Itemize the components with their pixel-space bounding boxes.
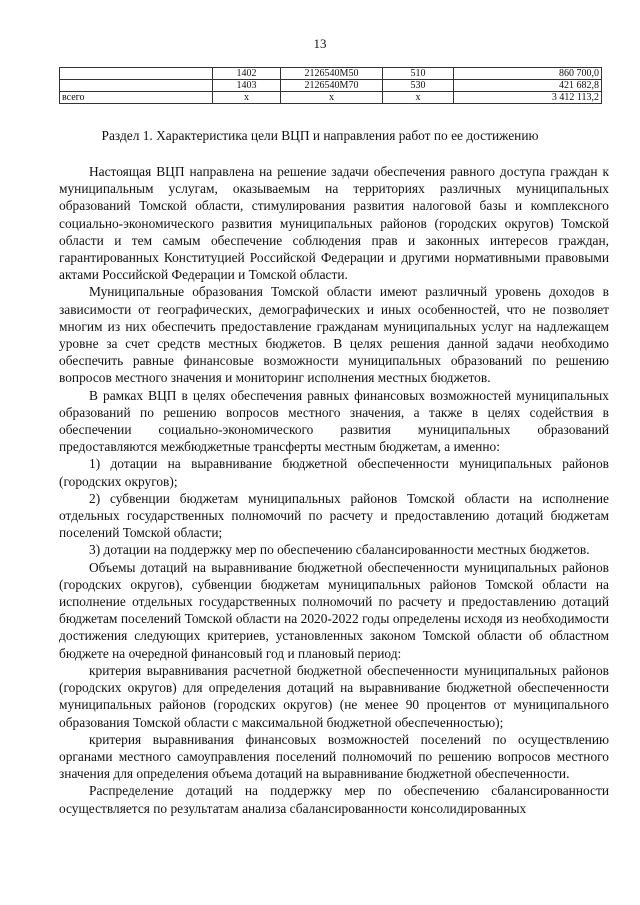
paragraph: Объемы дотаций на выравнивание бюджетной обеспеченности муниципальных районов (городских округов), субвенции бюджетам муниципальных районов Томской области на исполнение отдельных государственных полномочий по расчету и предоставлению дотаций бюджетам поселений Томской области на 2020-2022 годы определены исходя из необходимости достижения следующих критериев, установленных законом Томской области об областном бюджете на очередной финансовый год и плановый период: <box>59 559 609 661</box>
table-cell: 510 <box>383 68 454 80</box>
list-item: 3) дотации на поддержку мер по обеспечению сбалансированности местных бюджетов. <box>89 542 590 558</box>
table-cell: 1403 <box>213 80 281 92</box>
table-cell: 1402 <box>213 68 281 80</box>
table-cell: всего <box>60 92 213 104</box>
table-cell: х <box>213 92 281 104</box>
table-cell: 530 <box>383 80 454 92</box>
table-row <box>60 80 602 92</box>
table-cell <box>60 80 213 92</box>
document-body <box>59 163 609 817</box>
table-cell: 2126540М50 <box>281 68 383 80</box>
section-title: Раздел 1. Характеристика цели ВЦП и направления работ по ее достижению <box>101 128 539 143</box>
paragraph: Распределение дотаций на поддержку мер по обеспечению сбалансированности осуществляется по результатам анализа сбалансированности консолидированных <box>59 783 609 816</box>
table-cell: 860 700,0 <box>454 68 602 80</box>
table-cell: х <box>383 92 454 104</box>
paragraph: В рамках ВЦП в целях обеспечения равных финансовых возможностей муниципальных образований по решению вопросов местного значения, а также в целях содействия в обеспечении социально-экономического развития муниципальных образований предоставляются межбюджетные трансферты местным бюджетам, а именно: <box>59 387 609 455</box>
budget-table <box>59 67 602 104</box>
table-cell: 421 682,8 <box>454 80 602 92</box>
page-number: 13 <box>313 36 327 51</box>
table-cell: 2126540М70 <box>281 80 383 92</box>
list-item: 2) субвенции бюджетам муниципальных районов Томской области на исполнение отдельных государственных полномочий по расчету и предоставлению дотаций бюджетам поселений Томской области; <box>59 490 609 541</box>
table-cell: 3 412 113,2 <box>454 92 602 104</box>
table-cell: х <box>281 92 383 104</box>
table-cell <box>60 68 213 80</box>
table-row <box>60 68 602 80</box>
paragraph: критерия выравнивания финансовых возможностей поселений по осуществлению органами местного самоуправления поселений полномочий по решению вопросов местного значения для определения объема дотаций на выравнивание бюджетной обеспеченности. <box>59 731 609 782</box>
paragraph: критерия выравнивания расчетной бюджетной обеспеченности муниципальных районов (городских округов) для определения дотаций на выравнивание бюджетной обеспеченности муниципальных районов (городских округов) (не менее 90 процентов от муниципального образования Томской области с максимальной бюджетной обеспеченностью); <box>59 662 609 730</box>
table-row-total <box>60 92 602 104</box>
list-item: 1) дотации на выравнивание бюджетной обеспеченности муниципальных районов (городских округов); <box>59 456 609 489</box>
paragraph: Настоящая ВЦП направлена на решение задачи обеспечения равного доступа граждан к муниципальным услугам, оказываемым на территориях различных муниципальных образований Томской области, стимулирования развития налоговой базы и комплексного социально-экономического развития муниципальных районов (городских округов) Томской области и тем самым обеспечение соблюдения прав и законных интересов граждан, гарантированных Конституцией Российской Федерации и другими нормативными правовыми актами Российской Федерации и Томской области. <box>59 164 609 283</box>
paragraph: Муниципальные образования Томской области имеют различный уровень доходов в зависимости от географических, демографических и иных особенностей, что не позволяет многим из них обеспечить предоставление гражданам муниципальных услуг на надлежащем уровне за счет средств местных бюджетов. В целях решения данной задачи необходимо обеспечить равные финансовые возможности муниципальных образований по решению вопросов местного значения и мониторинг исполнения местных бюджетов. <box>59 284 609 386</box>
